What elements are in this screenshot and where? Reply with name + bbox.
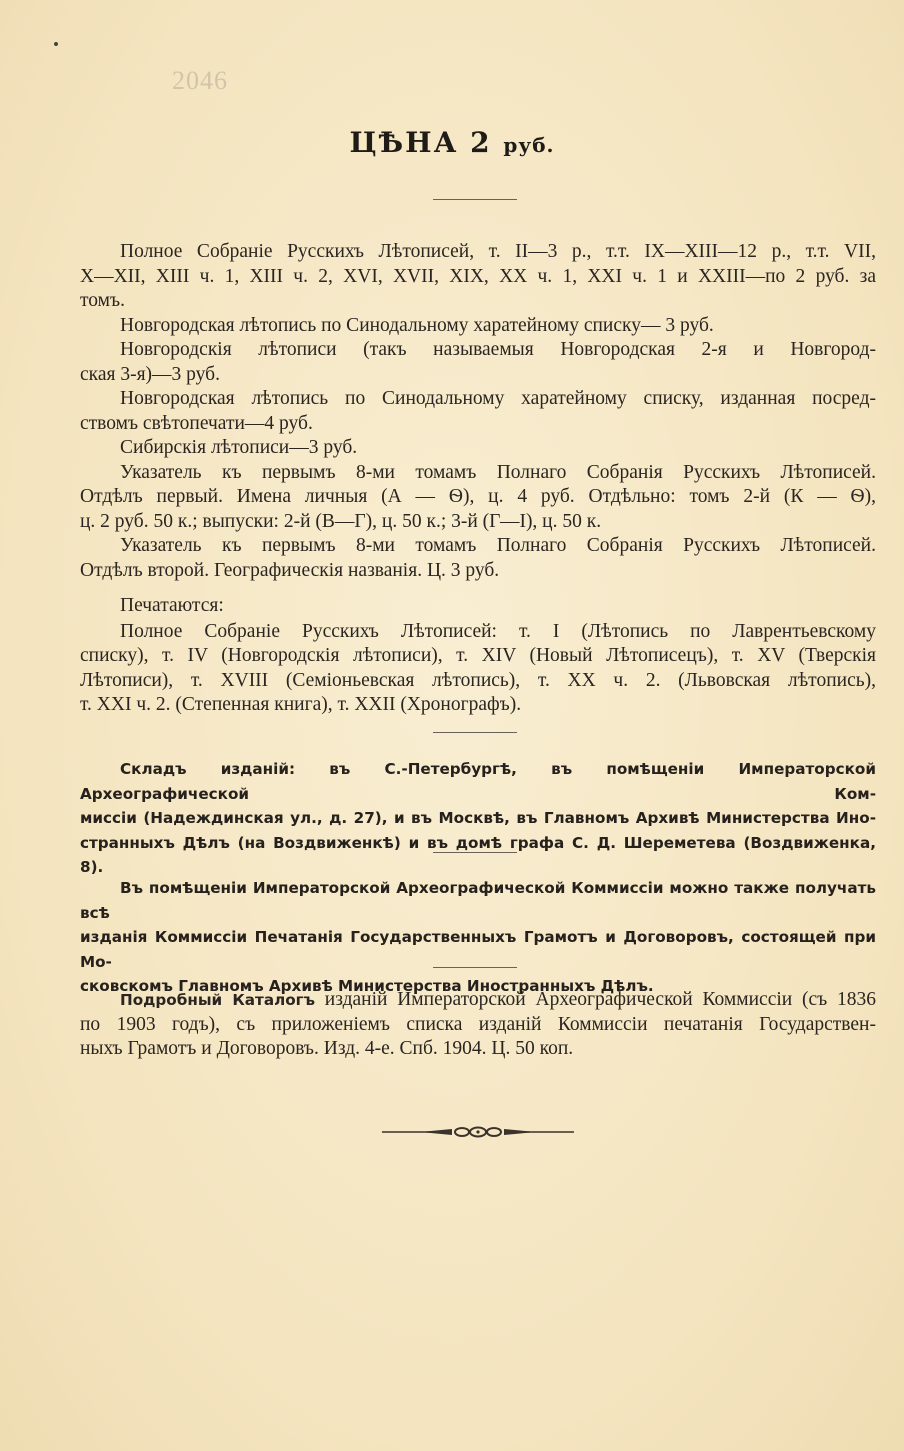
commission-text [80, 876, 876, 999]
warehouse-notice [80, 757, 876, 880]
price-entry-line: Новгородскія лѣтописи (такъ называемыя Новгородская 2-я и Новгород- [120, 339, 876, 360]
price-entry [80, 240, 876, 314]
price-entry-line: ц. 2 руб. 50 к.; выпуски: 2-й (В—Г), ц. 50 к.; 3-й (Г—І), ц. 50 к. [80, 510, 602, 532]
speck [54, 42, 58, 46]
printing-line: т. XXI ч. 2. (Степенная книга), т. XXII (Хронографъ). [80, 694, 522, 715]
price-entry-line: Указатель къ первымъ 8-ми томамъ Полнаго Собранія Русскихъ Лѣтописей. [120, 461, 876, 483]
price-entry-line: Сибирскія лѣтописи—3 руб. [120, 437, 358, 458]
title-main: ЦѢНА 2 [349, 126, 492, 159]
printing-section [80, 594, 876, 718]
commission-line: изданія Коммиссіи Печатанія Государственныхъ Грамотъ и Договоровъ, состоящей при Мо- [80, 928, 876, 971]
price-entry-line: Отдѣлъ второй. Географическія названія. Ц. 3 руб. [80, 559, 500, 581]
divider [433, 967, 517, 968]
price-entry [80, 338, 876, 387]
warehouse-line: миссіи (Надеждинская ул., д. 27), и въ Москвѣ, въ Главномъ Архивѣ Министерства Ино- [80, 809, 876, 827]
divider [433, 852, 517, 853]
price-list [80, 240, 876, 583]
commission-notice [80, 876, 876, 999]
page-title [0, 126, 904, 159]
commission-line: Въ помѣщеніи Императорской Археографической Коммиссіи можно также получать всѣ [80, 879, 876, 922]
price-entry-line: Новгородская лѣтопись по Синодальному харатейному списку, изданная посред- [120, 388, 876, 409]
catalog-line1: изданій Императорской Археографической Коммиссіи (съ 1836 [324, 989, 876, 1010]
price-entry [80, 314, 876, 339]
price-entry [80, 461, 876, 535]
price-entry-line: ская 3-я)—3 руб. [80, 363, 220, 385]
printing-line: списку), т. IV (Новгородскія лѣтописи), т. XIV (Новый Лѣтописецъ), т. XV (Тверскія [80, 645, 876, 666]
library-stamp: 2046 [172, 66, 228, 95]
price-entry-line: Отдѣлъ первый. Имена личныя (А — Ѳ), ц. 4 руб. Отдѣльно: томъ 2-й (К — Ѳ), [80, 486, 876, 507]
price-entry-line: томъ. [80, 290, 125, 311]
warehouse-line: странныхъ Дѣлъ (на Воздвиженкѣ) и въ домѣ графа С. Д. Шереметева (Воздвиженка, 8). [80, 833, 876, 876]
price-entry-line: Новгородская лѣтопись по Синодальному харатейному списку— 3 руб. [120, 314, 714, 336]
price-entry-line: Полное Собраніе Русскихъ Лѣтописей, т. II—3 р., т.т. IX—XIII—12 р., т.т. VII, [120, 241, 876, 262]
printing-line: Лѣтописи), т. XVIII (Семіоньевская лѣтопись), т. XX ч. 2. (Львовская лѣтопись), [80, 669, 876, 691]
price-entry-line: Указатель къ первымъ 8-ми томамъ Полнаго Собранія Русскихъ Лѣтописей. [120, 535, 876, 556]
catalog-line2: по 1903 годъ), съ приложеніемъ списка изданій Коммиссіи печатанія Государствен- [80, 1013, 876, 1035]
price-entry [80, 534, 876, 583]
catalog-line3: ныхъ Грамотъ и Договоровъ. Изд. 4-е. Спб. 1904. Ц. 50 коп. [80, 1038, 574, 1059]
price-entry [80, 387, 876, 436]
warehouse-text [80, 757, 876, 880]
printing-line: Полное Собраніе Русскихъ Лѣтописей: т. I (Лѣтопись по Лаврентьевскому [120, 620, 876, 642]
printing-list [80, 620, 876, 718]
ornament-icon [380, 1124, 576, 1140]
price-entry-line: ствомъ свѣтопечати—4 руб. [80, 412, 313, 434]
price-entry-line: X—XII, XIII ч. 1, XIII ч. 2, XVI, XVII, XIX, XX ч. 1, XXI ч. 1 и XXIII—по 2 руб. за [80, 265, 876, 287]
commission-line: сковскомъ Главномъ Архивѣ Министерства Иностранныхъ Дѣлъ. [80, 977, 654, 995]
catalog-notice [80, 988, 876, 1062]
title-unit: руб. [503, 133, 555, 157]
price-entry [80, 436, 876, 461]
catalog-lead: Подробный Каталогъ [120, 991, 315, 1009]
warehouse-line: Складъ изданій: въ С.-Петербургѣ, въ помѣщеніи Императорской Археографической Ком- [80, 760, 876, 803]
printing-heading: Печатаются: [120, 595, 224, 616]
catalog-line [80, 988, 876, 1013]
divider [433, 199, 517, 200]
divider [433, 732, 517, 733]
